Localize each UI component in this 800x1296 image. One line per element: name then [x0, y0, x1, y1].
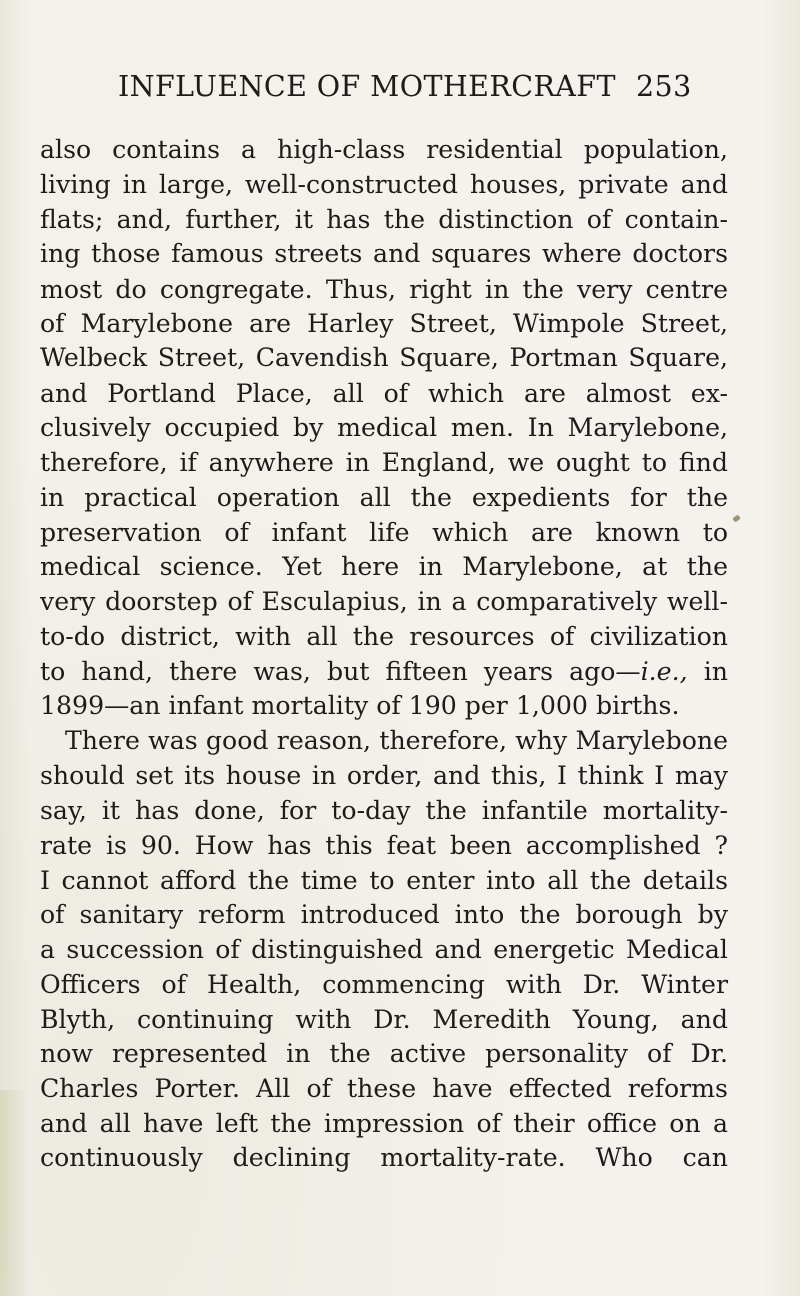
text-line-part: to hand, there was, but fifteen years ago—	[40, 657, 641, 686]
page-number: 253	[636, 70, 692, 103]
text-line: of sanitary reform introduced into the borough by	[40, 900, 728, 929]
text-line: medical science. Yet here in Marylebone, at the	[40, 552, 728, 581]
text-line: now represented in the active personality of Dr.	[40, 1039, 728, 1068]
text-line-part: in	[687, 657, 728, 686]
running-head	[118, 70, 718, 110]
text-line: most do congregate. Thus, right in the very centre	[40, 275, 728, 304]
paper-speck	[732, 514, 741, 522]
text-line: preservation of infant life which are known to	[40, 518, 728, 547]
text-line: say, it has done, for to-day the infantile mortality-	[40, 796, 728, 825]
text-line: Blyth, continuing with Dr. Meredith Young, and	[40, 1005, 728, 1034]
text-line: ing those famous streets and squares where doctors	[40, 239, 728, 268]
text-line: a succession of distinguished and energetic Medical	[40, 935, 728, 964]
text-line: of Marylebone are Harley Street, Wimpole Street,	[40, 309, 728, 338]
text-line: and all have left the impression of their office on a	[40, 1109, 728, 1138]
text-line: to-do district, with all the resources of civilization	[40, 622, 728, 651]
text-line: therefore, if anywhere in England, we ought to find	[40, 448, 728, 477]
text-line: and Portland Place, all of which are almost ex-	[40, 379, 728, 408]
text-line: Officers of Health, commencing with Dr. Winter	[40, 970, 728, 999]
text-line: 1899—an infant mortality of 190 per 1,000 births.	[40, 691, 680, 720]
text-line: Charles Porter. All of these have effected reforms	[40, 1074, 728, 1103]
paragraph-first-line: There was good reason, therefore, why Marylebone	[65, 726, 728, 755]
text-line: clusively occupied by medical men. In Marylebone,	[40, 413, 728, 442]
chapter-title: INFLUENCE OF MOTHERCRAFT	[118, 70, 616, 103]
text-line: rate is 90. How has this feat been accomplished ?	[40, 831, 728, 860]
italic-abbreviation: i.e.,	[640, 657, 688, 686]
text-line: living in large, well-constructed houses, private and	[40, 170, 728, 199]
text-line: flats; and, further, it has the distinction of contain-	[40, 205, 728, 234]
text-line: I cannot afford the time to enter into all the details	[40, 866, 728, 895]
text-line: in practical operation all the expedients for the	[40, 483, 728, 512]
text-line: should set its house in order, and this, I think I may	[40, 761, 728, 790]
text-line: Welbeck Street, Cavendish Square, Portman Square,	[40, 343, 728, 372]
text-line: also contains a high-class residential population,	[40, 135, 728, 164]
paper-edge-stain	[0, 1090, 28, 1296]
text-line: continuously declining mortality-rate. Who can	[40, 1143, 728, 1172]
text-line: very doorstep of Esculapius, in a comparatively well-	[40, 587, 728, 616]
